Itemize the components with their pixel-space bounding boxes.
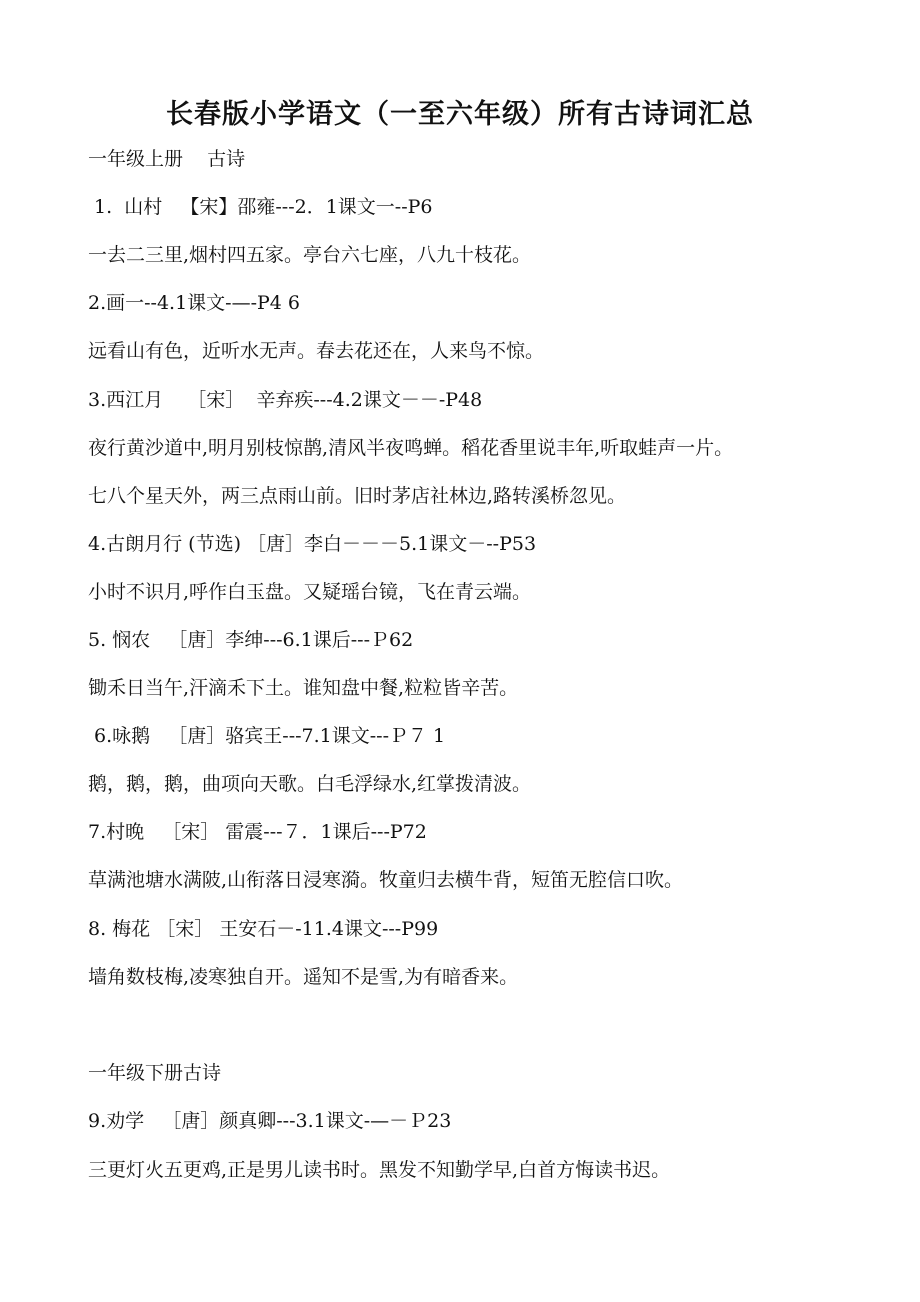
poem-heading: 7.村晚 ［宋］ 雷震---７．1课后---P72 xyxy=(88,821,427,843)
poem-text: 三更灯火五更鸡,正是男儿读书时。黑发不知勤学早,白首方悔读书迟。 xyxy=(88,1159,671,1181)
poem-text: 鹅，鹅，鹅，曲项向天歌。白毛浮绿水,红掌拨清波。 xyxy=(88,773,532,795)
page-title: 长春版小学语文（一至六年级）所有古诗词汇总 xyxy=(166,99,754,130)
poem-text: 锄禾日当午,汗滴禾下土。谁知盘中餐,粒粒皆辛苦。 xyxy=(88,677,519,699)
poem-heading: 9.劝学 ［唐］颜真卿---3.1课文-—－Ｐ23 xyxy=(88,1110,452,1132)
poem-heading: 4.古朗月行 (节选) ［唐］李白－－－5.1课文－--P53 xyxy=(88,533,537,555)
poem-heading: 2.画一--4.1课文-—-P4 6 xyxy=(88,292,301,314)
poem-text: 远看山有色，近听水无声。春去花还在，人来鸟不惊。 xyxy=(88,340,545,362)
poem-heading: 8. 梅花 ［宋］ 王安石－-11.4课文---P99 xyxy=(88,918,439,940)
poem-heading: 5. 悯农 ［唐］李绅---6.1课后---Ｐ62 xyxy=(88,629,414,651)
poem-text: 夜行黄沙道中,明月别枝惊鹊,清风半夜鸣蝉。稻花香里说丰年,听取蛙声一片。 xyxy=(88,437,734,459)
poem-heading: 3.西江月 ［宋］ 辛弃疾---4.2课文－－-P48 xyxy=(88,389,483,411)
section-heading: 一年级上册 古诗 xyxy=(88,148,246,170)
poem-text: 草满池塘水满陂,山衔落日浸寒漪。牧童归去横牛背，短笛无腔信口吹。 xyxy=(88,869,684,891)
poem-heading: 1. 山村 【宋】邵雍---2．1课文一--P6 xyxy=(88,196,433,218)
section-heading: 一年级下册古诗 xyxy=(88,1062,222,1084)
poem-text: 一去二三里,烟村四五家。亭台六七座，八九十枝花。 xyxy=(88,244,532,266)
poem-text: 七八个星天外，两三点雨山前。旧时茅店社林边,路转溪桥忽见。 xyxy=(88,485,627,507)
poem-text: 墙角数枝梅,凌寒独自开。遥知不是雪,为有暗香来。 xyxy=(88,966,519,988)
poem-heading: 6.咏鹅 ［唐］骆宾王---7.1课文---Ｐ７ 1 xyxy=(88,725,446,747)
poem-text: 小时不识月,呼作白玉盘。又疑瑶台镜，飞在青云端。 xyxy=(88,581,532,603)
